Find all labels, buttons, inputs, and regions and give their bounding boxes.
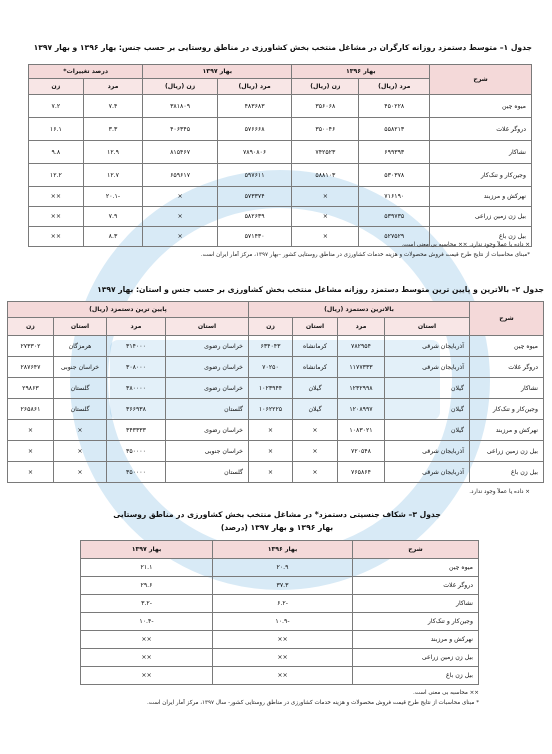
cell: × bbox=[53, 420, 106, 441]
cell: ۳۵۰۰۴۶ bbox=[292, 118, 359, 141]
t1-sub-male-change: مرد bbox=[83, 79, 143, 95]
cell: خراسان رضوی bbox=[165, 378, 248, 399]
table3-title-line2: بهار ۱۳۹۶ و بهار ۱۳۹۷ (درصد) bbox=[220, 523, 334, 532]
cell: خراسان جنوبی bbox=[165, 441, 248, 462]
cell: خراسان رضوی bbox=[165, 336, 248, 357]
cell: گلستان bbox=[53, 378, 106, 399]
table-row bbox=[29, 187, 532, 207]
cell: ۷۲۰۵۴۸ bbox=[338, 441, 385, 462]
t1-sub-female97: زن (ریال) bbox=[143, 79, 218, 95]
t2-sub-male-l: مرد bbox=[106, 318, 165, 336]
t2-sub-female-h: زن bbox=[248, 318, 292, 336]
cell: ۳۴۳۳۳۳ bbox=[106, 420, 165, 441]
cell: × bbox=[7, 420, 53, 441]
cell: ۵۸۲۶۳۹ bbox=[217, 207, 292, 227]
cell: کرمانشاه bbox=[293, 336, 338, 357]
cell: ۱۰۲۳۹۴۴ bbox=[248, 378, 292, 399]
t1-head-1396: بهار ۱۳۹۶ bbox=[292, 65, 430, 79]
cell: ۳۷.۳ bbox=[213, 577, 353, 595]
cell: ۳۵۰۰۰۰ bbox=[106, 441, 165, 462]
t2-sub-male-h: مرد bbox=[338, 318, 385, 336]
cell: آذربایجان شرقی bbox=[385, 357, 470, 378]
cell: × bbox=[293, 441, 338, 462]
table-row bbox=[7, 420, 543, 441]
table-row bbox=[7, 462, 543, 483]
cell: ۷۰۲۵۰ bbox=[248, 357, 292, 378]
cell: خراسان رضوی bbox=[165, 420, 248, 441]
table3-note-1: ×× محاسبه بی معنی است. bbox=[413, 690, 479, 696]
cell: -۳.۲ bbox=[81, 595, 213, 613]
cell: ۵۳۹۷۳۵ bbox=[359, 207, 430, 227]
table1-title: جدول ۱– متوسط دستمزد روزانه کارگران در مشاغل منتخب بخش کشاورزی در مناطق روستایی بر حسب جنس: بهار ۱۳۹۶ و بهار ۱۳۹۷ bbox=[33, 43, 532, 52]
cell: ۷۴۲۵۲۳ bbox=[292, 141, 359, 164]
cell: × bbox=[7, 441, 53, 462]
cell: × bbox=[248, 462, 292, 483]
cell: × bbox=[143, 207, 218, 227]
cell: ۱۲.۹ bbox=[83, 141, 143, 164]
cell: ×× bbox=[29, 227, 84, 247]
table2-note-1: × داده یا عملاً وجود ندارد. bbox=[469, 489, 530, 495]
row-label: بیل زن زمین زراعی bbox=[353, 649, 479, 667]
cell: ×× bbox=[29, 207, 84, 227]
cell: ۸.۳ bbox=[83, 227, 143, 247]
cell: ۳.۳ bbox=[83, 118, 143, 141]
cell: گیلان bbox=[293, 378, 338, 399]
table-row bbox=[29, 118, 532, 141]
cell: ۲۹.۶ bbox=[81, 577, 213, 595]
cell: گیلان bbox=[385, 420, 470, 441]
cell: ۲۰.۹ bbox=[213, 559, 353, 577]
table-row bbox=[7, 441, 543, 462]
cell: ×× bbox=[81, 667, 213, 685]
cell: ۲۸۷۶۴۷ bbox=[7, 357, 53, 378]
cell: × bbox=[293, 420, 338, 441]
table-row bbox=[81, 595, 479, 613]
table3-note-2: * مبنای محاسبات از نتایج طرح قیمت فروش محصولات و هزینه خدمات کشاورزی در مناطق روستایی کشور- سال ۱۳۹۷، مرکز آمار ایران است. bbox=[146, 700, 479, 706]
t1-head-1397: بهار ۱۳۹۷ bbox=[143, 65, 292, 79]
row-label: میوه چین bbox=[470, 336, 544, 357]
cell: ۴۸۳۶۸۳ bbox=[217, 95, 292, 118]
table-row bbox=[7, 357, 543, 378]
row-label: میوه چین bbox=[353, 559, 479, 577]
table-row bbox=[81, 559, 479, 577]
table-row bbox=[81, 631, 479, 649]
cell: -۶.۲ bbox=[213, 595, 353, 613]
cell: ۳۸۱۸۰۹ bbox=[143, 95, 218, 118]
cell: ۱۰۶۲۲۲۵ bbox=[248, 399, 292, 420]
cell: آذربایجان شرقی bbox=[385, 441, 470, 462]
row-label: بیل زن باغ bbox=[353, 667, 479, 685]
cell: ۴۵۰۲۲۸ bbox=[359, 95, 430, 118]
row-label: دروگر غلات bbox=[470, 357, 544, 378]
table-row bbox=[29, 164, 532, 187]
cell: ۵۷۳۳۷۴ bbox=[217, 187, 292, 207]
row-label: نهرکش و مرزبند bbox=[353, 631, 479, 649]
table-row bbox=[81, 613, 479, 631]
t2-head-high: بالاترین دستمزد (ریال) bbox=[248, 302, 469, 318]
row-label: دروگر غلات bbox=[430, 118, 532, 141]
table-row bbox=[81, 577, 479, 595]
row-label: وجین‌کار و تنک‌کار bbox=[353, 613, 479, 631]
cell: ۵۲۷۵۲۹ bbox=[359, 227, 430, 247]
cell: ۳۵۰۰۰۰ bbox=[106, 462, 165, 483]
cell: ۱۲۰۸۹۹۷ bbox=[338, 399, 385, 420]
t2-head-low: پایین ترین دستمزد (ریال) bbox=[7, 302, 248, 318]
row-label: بیل زن زمین زراعی bbox=[430, 207, 532, 227]
cell: ۷.۹ bbox=[83, 207, 143, 227]
table-row bbox=[29, 95, 532, 118]
cell: × bbox=[292, 207, 359, 227]
cell: ۷۱۶۱۹۰ bbox=[359, 187, 430, 207]
table-row bbox=[81, 667, 479, 685]
cell: ۱۲۳۲۹۹۸ bbox=[338, 378, 385, 399]
cell: ۳۵۶۰۶۸ bbox=[292, 95, 359, 118]
row-label: نشاکار bbox=[470, 378, 544, 399]
cell: ۵۷۶۶۶۸ bbox=[217, 118, 292, 141]
t2-head-sharh: شرح bbox=[470, 302, 544, 336]
cell: ×× bbox=[213, 631, 353, 649]
cell: خراسان رضوی bbox=[165, 357, 248, 378]
cell: × bbox=[53, 441, 106, 462]
row-label: بیل زن باغ bbox=[470, 462, 544, 483]
cell: ۴۰۶۳۴۵ bbox=[143, 118, 218, 141]
row-label: میوه چین bbox=[430, 95, 532, 118]
table-row bbox=[29, 141, 532, 164]
cell: آذربایجان شرقی bbox=[385, 462, 470, 483]
cell: ۸۱۵۴۶۷ bbox=[143, 141, 218, 164]
cell: ۷۸۲۹۵۴ bbox=[338, 336, 385, 357]
t3-head-1397: بهار ۱۳۹۷ bbox=[81, 541, 213, 559]
cell: گلستان bbox=[53, 399, 106, 420]
cell: ۲۶۵۸۶۱ bbox=[7, 399, 53, 420]
cell: × bbox=[143, 227, 218, 247]
cell: × bbox=[248, 441, 292, 462]
cell: ۶۳۴۰۴۳ bbox=[248, 336, 292, 357]
table1-note-1: × داده یا عملاً وجود ندارد. ×× محاسبه بی معنی است. bbox=[401, 242, 530, 248]
row-label: وجین‌کار و تنک‌کار bbox=[470, 399, 544, 420]
cell: ۷.۴ bbox=[83, 95, 143, 118]
cell: × bbox=[292, 187, 359, 207]
row-label: نشاکار bbox=[353, 595, 479, 613]
cell: ۲۷۳۳۰۲ bbox=[7, 336, 53, 357]
t3-head-1396: بهار ۱۳۹۶ bbox=[213, 541, 353, 559]
cell: ۹.۸ bbox=[29, 141, 84, 164]
cell: گیلان bbox=[385, 378, 470, 399]
cell: کرمانشاه bbox=[293, 357, 338, 378]
cell: ۱۲.۷ bbox=[83, 164, 143, 187]
cell: هرمزگان bbox=[53, 336, 106, 357]
cell: ×× bbox=[213, 667, 353, 685]
table-row bbox=[7, 336, 543, 357]
row-label: بیل زن باغ bbox=[430, 227, 532, 247]
table1-note-2: *مبنای محاسبات از نتایج طرح قیمت فروش محصولات و هزینه خدمات کشاورزی در مناطق روستایی کشور –بهار ۱۳۹۷، مرکز آمار ایران است. bbox=[200, 252, 530, 258]
cell: ۵۹۷۶۱۱ bbox=[217, 164, 292, 187]
cell: ۲۹۸۶۳ bbox=[7, 378, 53, 399]
row-label: بیل زن زمین زراعی bbox=[470, 441, 544, 462]
t1-sub-male97: مرد (ریال) bbox=[217, 79, 292, 95]
cell: خراسان جنوبی bbox=[53, 357, 106, 378]
table-row bbox=[29, 207, 532, 227]
cell: × bbox=[292, 227, 359, 247]
cell: ۳۶۶۹۳۸ bbox=[106, 399, 165, 420]
table3-title-line1: جدول ۳– شکاف جنسیتی دستمزد* در مشاغل منتخب بخش کشاورزی در مناطق روستایی bbox=[113, 510, 441, 519]
table-row bbox=[7, 399, 543, 420]
cell: × bbox=[53, 462, 106, 483]
cell: ۲۱.۱ bbox=[81, 559, 213, 577]
cell: -۱۰.۹ bbox=[213, 613, 353, 631]
cell: ۱۰۸۳۰۲۱ bbox=[338, 420, 385, 441]
cell: × bbox=[248, 420, 292, 441]
table3 bbox=[80, 540, 479, 685]
cell: ۳۱۴۰۰۰ bbox=[106, 336, 165, 357]
table-row bbox=[7, 378, 543, 399]
cell: × bbox=[143, 187, 218, 207]
t2-sub-province-lm: استان bbox=[165, 318, 248, 336]
cell: گلستان bbox=[165, 462, 248, 483]
t3-head-sharh: شرح bbox=[353, 541, 479, 559]
cell: -۱۰.۴ bbox=[81, 613, 213, 631]
row-label: وجین‌کار و تنک‌کار bbox=[430, 164, 532, 187]
row-label: نهرکش و مرزبند bbox=[430, 187, 532, 207]
cell: -۲۰.۱ bbox=[83, 187, 143, 207]
cell: ×× bbox=[29, 187, 84, 207]
cell: ۶۹۹۳۹۳ bbox=[359, 141, 430, 164]
t2-sub-province-hf: استان bbox=[293, 318, 338, 336]
cell: ۷۸۹۰۸۰۶ bbox=[217, 141, 292, 164]
table-row bbox=[81, 649, 479, 667]
t1-sub-male96: مرد (ریال) bbox=[359, 79, 430, 95]
cell: ۶۵۹۶۱۷ bbox=[143, 164, 218, 187]
t1-head-sharh: شرح bbox=[430, 65, 532, 95]
table1 bbox=[28, 64, 532, 247]
t2-sub-female-l: زن bbox=[7, 318, 53, 336]
cell: ۱۶.۱ bbox=[29, 118, 84, 141]
cell: ۵۷۱۴۳۰ bbox=[217, 227, 292, 247]
table2 bbox=[7, 301, 544, 483]
row-label: نهرکش و مرزبند bbox=[470, 420, 544, 441]
cell: × bbox=[293, 462, 338, 483]
t2-sub-province-hm: استان bbox=[385, 318, 470, 336]
cell: ×× bbox=[81, 649, 213, 667]
cell: ۷۶۵۸۶۴ bbox=[338, 462, 385, 483]
cell: گیلان bbox=[385, 399, 470, 420]
cell: ۳۰۸۰۰۰ bbox=[106, 357, 165, 378]
cell: ۳۸۰۰۰۰ bbox=[106, 378, 165, 399]
t1-sub-female-change: زن bbox=[29, 79, 84, 95]
t2-sub-province-lf: استان bbox=[53, 318, 106, 336]
cell: گلستان bbox=[165, 399, 248, 420]
cell: ×× bbox=[213, 649, 353, 667]
t1-sub-female96: زن (ریال) bbox=[292, 79, 359, 95]
cell: ۱۲.۲ bbox=[29, 164, 84, 187]
cell: ۵۵۸۲۱۳ bbox=[359, 118, 430, 141]
cell: آذربایجان شرقی bbox=[385, 336, 470, 357]
cell: گیلان bbox=[293, 399, 338, 420]
cell: ۱۱۷۷۳۳۳ bbox=[338, 357, 385, 378]
t1-head-change: درصد تغییرات* bbox=[29, 65, 143, 79]
cell: × bbox=[7, 462, 53, 483]
row-label: دروگر غلات bbox=[353, 577, 479, 595]
cell: ۵۳۰۳۷۸ bbox=[359, 164, 430, 187]
row-label: نشاکار bbox=[430, 141, 532, 164]
cell: ۷.۲ bbox=[29, 95, 84, 118]
cell: ۵۸۸۱۰۳ bbox=[292, 164, 359, 187]
cell: ×× bbox=[81, 631, 213, 649]
table2-title: جدول ۲– بالاترین و پایین ترین متوسط دستمزد روزانه مشاغل منتخب بخش کشاورزی بر حسب جنس و استان: بهار ۱۳۹۷ bbox=[97, 285, 544, 294]
